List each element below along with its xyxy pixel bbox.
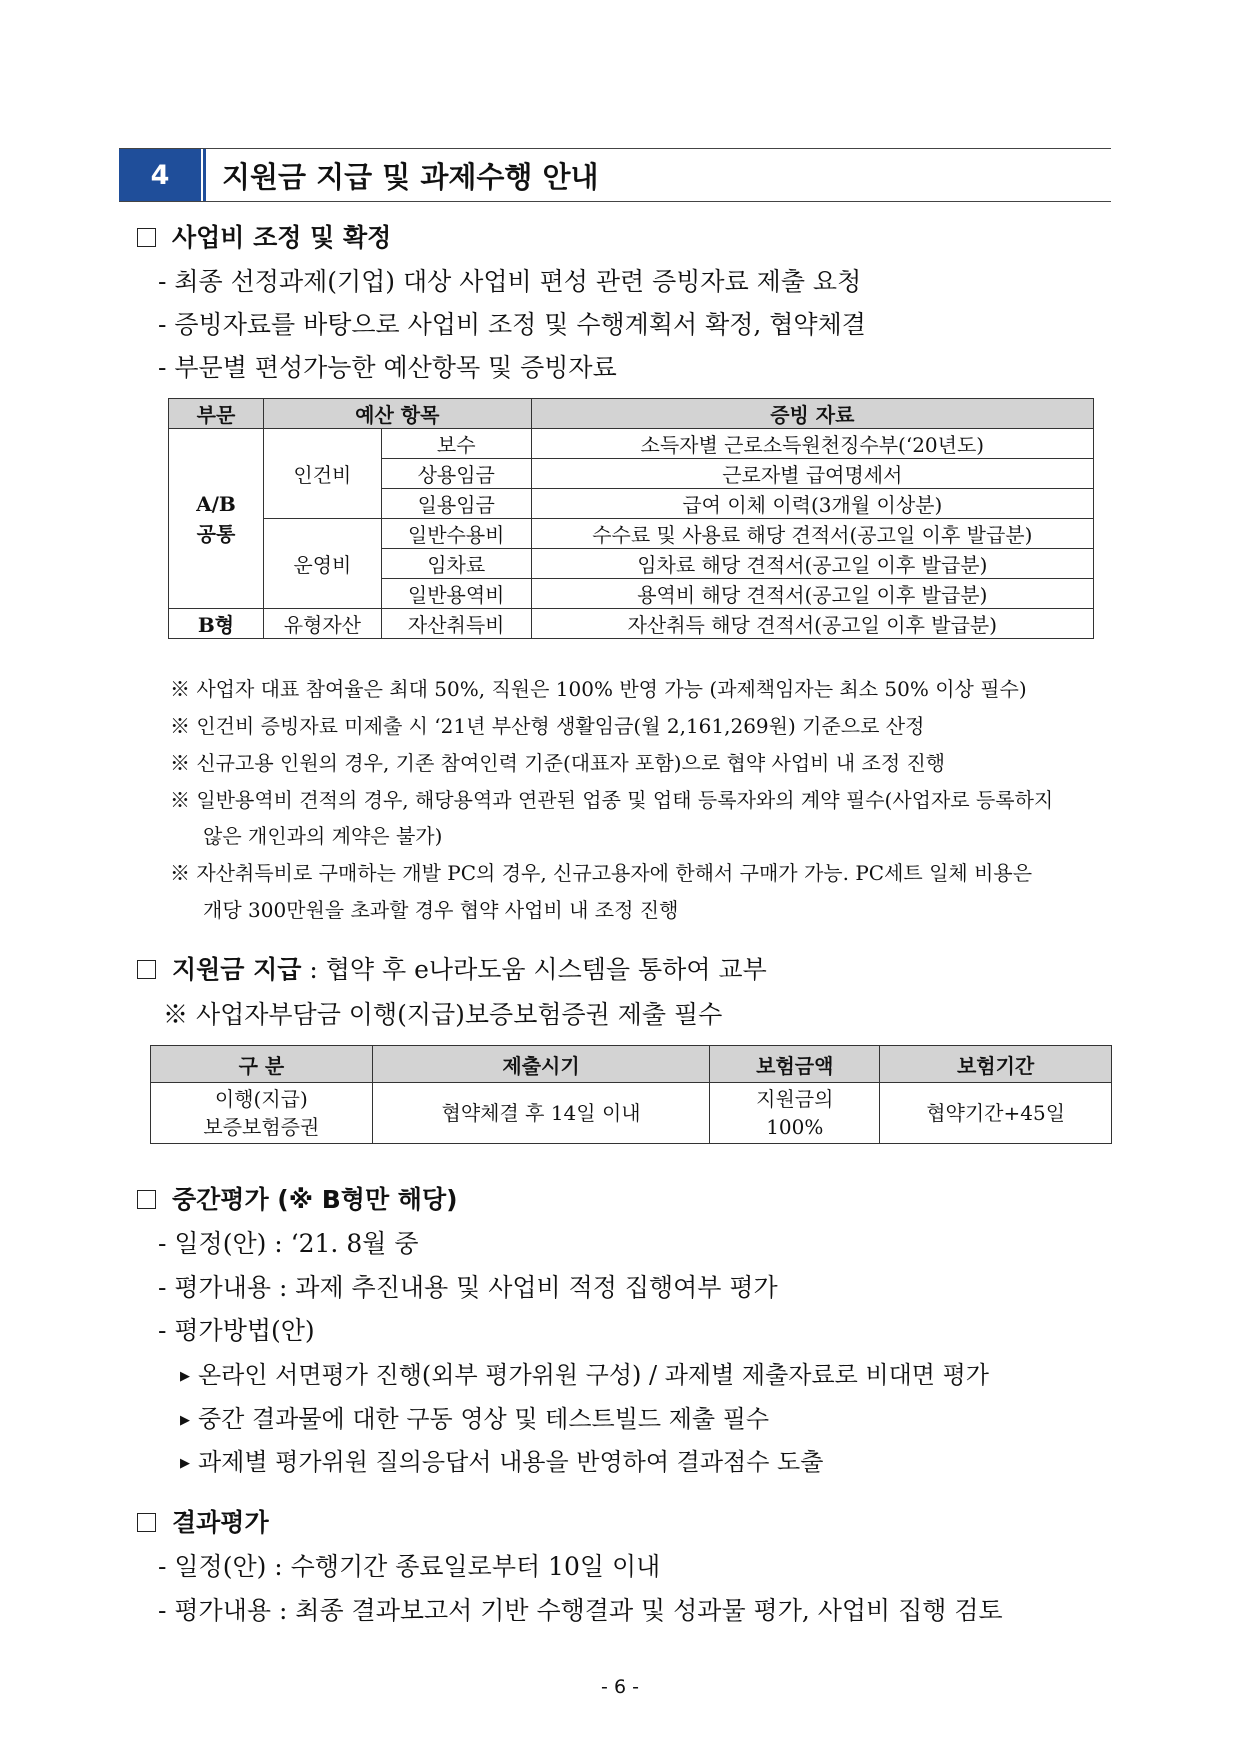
heading-payment-rest: : 협약 후 e나라도움 시스템을 통하여 교부	[301, 955, 767, 984]
insurance-amount-line2: 100%	[766, 1115, 824, 1139]
payment-note: ※ 사업자부담금 이행(지급)보증보험증권 제출 필수	[163, 1000, 723, 1029]
category-personnel: 인건비	[263, 429, 381, 519]
budget-item: 임차료	[381, 549, 531, 579]
checkbox-square-icon	[137, 960, 156, 979]
heading-budget-text: 사업비 조정 및 확정	[172, 223, 392, 252]
triangle-bullet-icon: ▶	[180, 1456, 190, 1471]
evidence-cell: 근로자별 급여명세서	[531, 459, 1093, 489]
header-type: 구 분	[151, 1046, 373, 1083]
heading-midterm-text: 중간평가 (※ B형만 해당)	[172, 1185, 458, 1214]
category-operation: 운영비	[263, 519, 381, 609]
table-header-row	[169, 399, 1094, 429]
budget-item-2: - 증빙자료를 바탕으로 사업비 조정 및 수행계획서 확정, 협약체결	[158, 310, 866, 339]
table-row	[169, 429, 1094, 459]
section-number: 4	[119, 149, 201, 201]
budget-table	[168, 398, 1094, 639]
group-b: B형	[169, 609, 264, 639]
insurance-table	[150, 1045, 1112, 1144]
budget-item: 일반수용비	[381, 519, 531, 549]
checkbox-square-icon	[137, 228, 156, 247]
table-header-row	[151, 1046, 1112, 1083]
midterm-subitem-2-text: 중간 결과물에 대한 구동 영상 및 테스트빌드 제출 필수	[198, 1405, 770, 1433]
heading-final-text: 결과평가	[172, 1508, 269, 1537]
insurance-type-line1: 이행(지급)	[214, 1087, 308, 1111]
budget-note-1: ※ 사업자 대표 참여율은 최대 50%, 직원은 100% 반영 가능 (과제책임자는 최소 50% 이상 필수)	[170, 677, 1027, 701]
budget-note-4-cont: 않은 개인과의 계약은 불가)	[203, 824, 443, 848]
midterm-item-2: - 평가내용 : 과제 추진내용 및 사업비 적정 집행여부 평가	[158, 1273, 778, 1302]
heading-payment	[137, 950, 767, 986]
evidence-cell: 용역비 해당 견적서(공고일 이후 발급분)	[531, 579, 1093, 609]
heading-payment-bold: 지원금 지급	[172, 955, 302, 984]
category-asset: 유형자산	[263, 609, 381, 639]
budget-note-4: ※ 일반용역비 견적의 경우, 해당용역과 연관된 업종 및 업태 등록자와의 계약 필수(사업자로 등록하지	[170, 788, 1054, 812]
budget-note-5: ※ 자산취득비로 구매하는 개발 PC의 경우, 신규고용자에 한해서 구매가 가능. PC세트 일체 비용은	[170, 861, 1033, 885]
evidence-cell: 수수료 및 사용료 해당 견적서(공고일 이후 발급분)	[531, 519, 1093, 549]
page-number: - 6 -	[601, 1676, 639, 1698]
insurance-amount-cell	[710, 1083, 880, 1144]
midterm-item-3: - 평가방법(안)	[158, 1316, 315, 1345]
midterm-subitem-2	[180, 1399, 769, 1434]
evidence-cell: 소득자별 근로소득원천징수부(‘20년도)	[531, 429, 1093, 459]
final-item-2: - 평가내용 : 최종 결과보고서 기반 수행결과 및 성과물 평가, 사업비 집행 검토	[158, 1596, 1003, 1625]
triangle-bullet-icon: ▶	[180, 1413, 190, 1428]
heading-final	[137, 1503, 269, 1539]
header-budget-item: 예산 항목	[263, 399, 531, 429]
heading-budget	[137, 218, 391, 254]
budget-item: 상용임금	[381, 459, 531, 489]
budget-item: 일반용역비	[381, 579, 531, 609]
triangle-bullet-icon: ▶	[180, 1369, 190, 1384]
budget-note-3: ※ 신규고용 인원의 경우, 기존 참여인력 기준(대표자 포함)으로 협약 사업비 내 조정 진행	[170, 751, 946, 775]
midterm-subitem-1	[180, 1355, 989, 1390]
budget-item: 일용임금	[381, 489, 531, 519]
header-amount: 보험금액	[710, 1046, 880, 1083]
budget-item-3: - 부문별 편성가능한 예산항목 및 증빙자료	[158, 353, 617, 382]
insurance-type-line2: 보증보험증권	[203, 1115, 320, 1139]
group-ab-common: A/B 공통	[169, 429, 264, 609]
heading-midterm	[137, 1180, 458, 1216]
insurance-amount-line1: 지원금의	[756, 1087, 834, 1111]
header-division: 부문	[169, 399, 264, 429]
midterm-subitem-3-text: 과제별 평가위원 질의응답서 내용을 반영하여 결과점수 도출	[198, 1448, 824, 1476]
budget-note-2: ※ 인건비 증빙자료 미제출 시 ‘21년 부산형 생활임금(월 2,161,269원) 기준으로 산정	[170, 714, 925, 738]
header-timing: 제출시기	[372, 1046, 710, 1083]
header-period: 보험기간	[880, 1046, 1112, 1083]
budget-item: 자산취득비	[381, 609, 531, 639]
midterm-subitem-1-text: 온라인 서면평가 진행(외부 평가위원 구성) / 과제별 제출자료로 비대면 평가	[198, 1361, 989, 1389]
budget-item: 보수	[381, 429, 531, 459]
checkbox-square-icon	[137, 1190, 156, 1209]
header-evidence: 증빙 자료	[531, 399, 1093, 429]
budget-note-5-cont: 개당 300만원을 초과할 경우 협약 사업비 내 조정 진행	[203, 898, 679, 922]
section-title: 지원금 지급 및 과제수행 안내	[222, 159, 599, 194]
section-header	[119, 148, 1111, 202]
final-item-1: - 일정(안) : 수행기간 종료일로부터 10일 이내	[158, 1552, 661, 1581]
insurance-period: 협약기간+45일	[880, 1083, 1112, 1144]
insurance-type-cell	[151, 1083, 373, 1144]
evidence-cell: 급여 이체 이력(3개월 이상분)	[531, 489, 1093, 519]
insurance-timing: 협약체결 후 14일 이내	[372, 1083, 710, 1144]
table-row	[151, 1083, 1112, 1144]
budget-item-1: - 최종 선정과제(기업) 대상 사업비 편성 관련 증빙자료 제출 요청	[158, 267, 862, 296]
midterm-subitem-3	[180, 1442, 823, 1477]
table-row	[169, 519, 1094, 549]
table-row	[169, 609, 1094, 639]
evidence-cell: 자산취득 해당 견적서(공고일 이후 발급분)	[531, 609, 1093, 639]
midterm-item-1: - 일정(안) : ‘21. 8월 중	[158, 1229, 419, 1258]
checkbox-square-icon	[137, 1513, 156, 1532]
evidence-cell: 임차료 해당 견적서(공고일 이후 발급분)	[531, 549, 1093, 579]
